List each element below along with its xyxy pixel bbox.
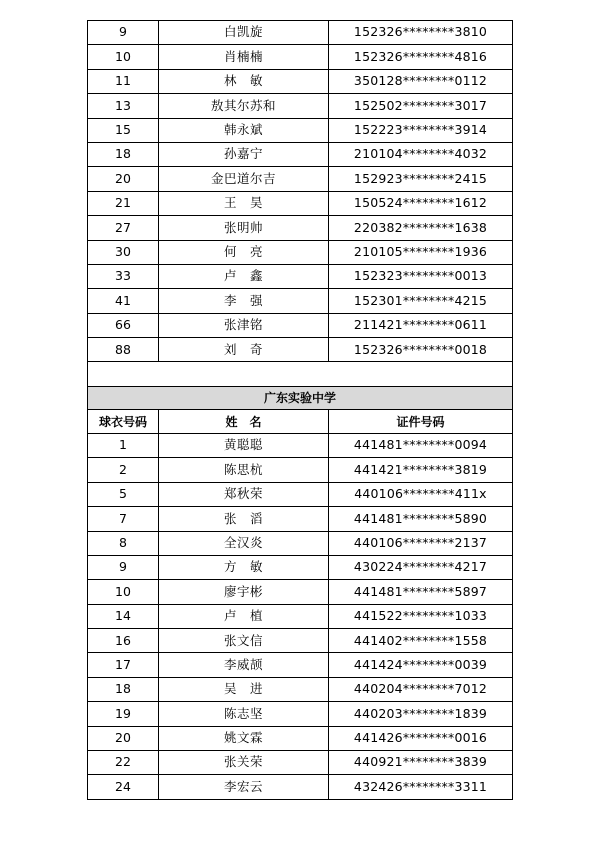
roster-table	[87, 20, 513, 800]
player-name-cell: 张文信	[159, 629, 329, 653]
player-name-cell: 何 亮	[159, 240, 329, 264]
table-row	[88, 167, 513, 191]
player-name-cell: 李宏云	[159, 775, 329, 799]
jersey-number-cell: 16	[88, 629, 159, 653]
player-name-cell: 全汉炎	[159, 531, 329, 555]
id-number-cell: 152923********2415	[329, 167, 513, 191]
jersey-number-cell: 20	[88, 726, 159, 750]
id-number-cell: 440921********3839	[329, 751, 513, 775]
id-number-cell: 432426********3311	[329, 775, 513, 799]
player-name-cell: 韩永斌	[159, 118, 329, 142]
id-number-cell: 152301********4215	[329, 289, 513, 313]
player-name-cell: 廖宇彬	[159, 580, 329, 604]
jersey-number-cell: 88	[88, 338, 159, 362]
jersey-number-cell: 27	[88, 216, 159, 240]
id-number-cell: 210104********4032	[329, 142, 513, 166]
id-number-cell: 152326********0018	[329, 338, 513, 362]
jersey-number-cell: 30	[88, 240, 159, 264]
id-number-cell: 350128********0112	[329, 69, 513, 93]
jersey-number-cell: 24	[88, 775, 159, 799]
table-row	[88, 240, 513, 264]
jersey-number-cell: 2	[88, 458, 159, 482]
jersey-number-cell: 41	[88, 289, 159, 313]
id-number-cell: 441481********5890	[329, 507, 513, 531]
player-name-cell: 李 强	[159, 289, 329, 313]
jersey-number-cell: 7	[88, 507, 159, 531]
id-number-cell: 441522********1033	[329, 604, 513, 628]
jersey-number-cell: 1	[88, 433, 159, 457]
id-number-cell: 441421********3819	[329, 458, 513, 482]
player-name-cell: 王 昊	[159, 191, 329, 215]
jersey-number-cell: 8	[88, 531, 159, 555]
player-name-cell: 卢 鑫	[159, 264, 329, 288]
table-row	[88, 289, 513, 313]
id-number-cell: 440204********7012	[329, 677, 513, 701]
table-row	[88, 313, 513, 337]
player-name-cell: 方 敏	[159, 555, 329, 579]
gap-cell	[88, 362, 513, 387]
player-name-cell: 陈思杭	[159, 458, 329, 482]
id-number-cell: 152326********3810	[329, 21, 513, 45]
table-row	[88, 433, 513, 457]
jersey-number-cell: 20	[88, 167, 159, 191]
player-name-cell: 李威颉	[159, 653, 329, 677]
table-row	[88, 580, 513, 604]
team-name: 广东实验中学	[88, 386, 513, 410]
section1-rows	[88, 21, 513, 362]
header-row	[88, 410, 513, 434]
id-number-cell: 441481********0094	[329, 433, 513, 457]
header-name: 姓 名	[159, 410, 329, 434]
table-row	[88, 507, 513, 531]
id-number-cell: 430224********4217	[329, 555, 513, 579]
section-gap	[88, 362, 513, 387]
table-row	[88, 482, 513, 506]
player-name-cell: 郑秋荣	[159, 482, 329, 506]
table-row	[88, 629, 513, 653]
table-row	[88, 531, 513, 555]
jersey-number-cell: 5	[88, 482, 159, 506]
table-row	[88, 751, 513, 775]
jersey-number-cell: 13	[88, 94, 159, 118]
player-name-cell: 张津铭	[159, 313, 329, 337]
jersey-number-cell: 18	[88, 142, 159, 166]
table-row	[88, 604, 513, 628]
table-row	[88, 45, 513, 69]
player-name-cell: 黄聪聪	[159, 433, 329, 457]
jersey-number-cell: 10	[88, 580, 159, 604]
table-row	[88, 726, 513, 750]
id-number-cell: 441424********0039	[329, 653, 513, 677]
table-row	[88, 677, 513, 701]
player-name-cell: 刘 奇	[159, 338, 329, 362]
header-id: 证件号码	[329, 410, 513, 434]
jersey-number-cell: 11	[88, 69, 159, 93]
player-name-cell: 敖其尔苏和	[159, 94, 329, 118]
jersey-number-cell: 33	[88, 264, 159, 288]
jersey-number-cell: 9	[88, 555, 159, 579]
id-number-cell: 220382********1638	[329, 216, 513, 240]
jersey-number-cell: 19	[88, 702, 159, 726]
id-number-cell: 152502********3017	[329, 94, 513, 118]
section2-rows	[88, 433, 513, 799]
table-row	[88, 555, 513, 579]
id-number-cell: 152326********4816	[329, 45, 513, 69]
table-row	[88, 191, 513, 215]
table-row	[88, 702, 513, 726]
table-row	[88, 264, 513, 288]
jersey-number-cell: 14	[88, 604, 159, 628]
header-number: 球衣号码	[88, 410, 159, 434]
jersey-number-cell: 66	[88, 313, 159, 337]
table-row	[88, 338, 513, 362]
jersey-number-cell: 10	[88, 45, 159, 69]
table-row	[88, 653, 513, 677]
table-row	[88, 69, 513, 93]
id-number-cell: 440106********411x	[329, 482, 513, 506]
team-title-row	[88, 386, 513, 410]
id-number-cell: 441481********5897	[329, 580, 513, 604]
jersey-number-cell: 18	[88, 677, 159, 701]
id-number-cell: 441402********1558	[329, 629, 513, 653]
id-number-cell: 211421********0611	[329, 313, 513, 337]
player-name-cell: 白凯旋	[159, 21, 329, 45]
table-row	[88, 94, 513, 118]
table-row	[88, 142, 513, 166]
player-name-cell: 孙嘉宁	[159, 142, 329, 166]
id-number-cell: 152223********3914	[329, 118, 513, 142]
jersey-number-cell: 15	[88, 118, 159, 142]
table-row	[88, 21, 513, 45]
table-row	[88, 775, 513, 799]
player-name-cell: 卢 植	[159, 604, 329, 628]
player-name-cell: 张明帅	[159, 216, 329, 240]
id-number-cell: 152323********0013	[329, 264, 513, 288]
player-name-cell: 姚文霖	[159, 726, 329, 750]
table-row	[88, 458, 513, 482]
player-name-cell: 吴 进	[159, 677, 329, 701]
jersey-number-cell: 9	[88, 21, 159, 45]
player-name-cell: 张关荣	[159, 751, 329, 775]
player-name-cell: 陈志坚	[159, 702, 329, 726]
table-row	[88, 118, 513, 142]
jersey-number-cell: 17	[88, 653, 159, 677]
jersey-number-cell: 22	[88, 751, 159, 775]
id-number-cell: 210105********1936	[329, 240, 513, 264]
id-number-cell: 440203********1839	[329, 702, 513, 726]
player-name-cell: 金巴道尔吉	[159, 167, 329, 191]
table-row	[88, 216, 513, 240]
player-name-cell: 张 滔	[159, 507, 329, 531]
id-number-cell: 440106********2137	[329, 531, 513, 555]
id-number-cell: 441426********0016	[329, 726, 513, 750]
player-name-cell: 林 敏	[159, 69, 329, 93]
player-name-cell: 肖楠楠	[159, 45, 329, 69]
jersey-number-cell: 21	[88, 191, 159, 215]
id-number-cell: 150524********1612	[329, 191, 513, 215]
